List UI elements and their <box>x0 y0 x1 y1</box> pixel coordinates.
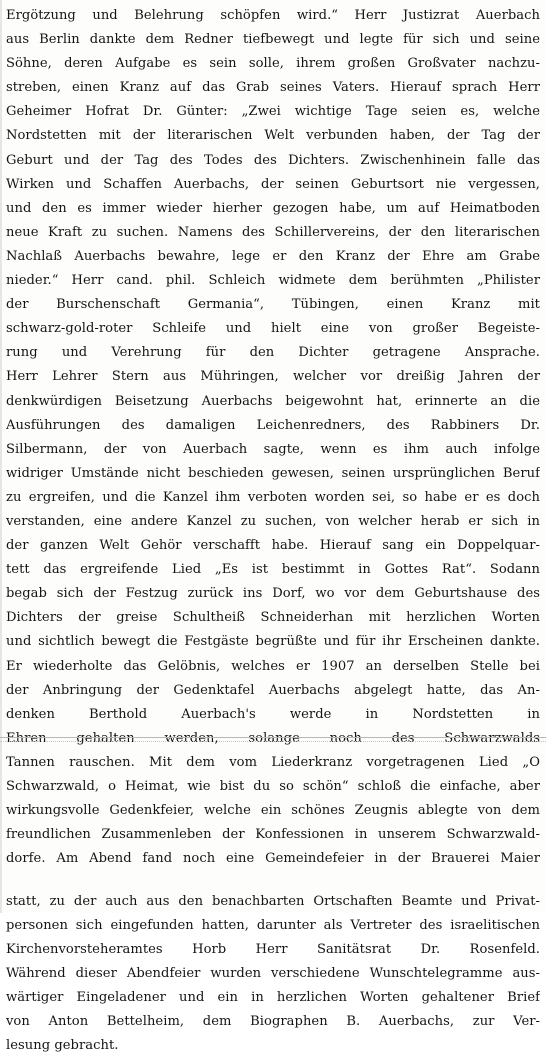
text-line: Wirken und Schaffen Auerbachs, der seinen Geburtsort nie vergessen, <box>6 176 540 192</box>
text-line: personen sich eingefunden hatten, darunter als Vertreter des israelitischen <box>6 918 540 934</box>
text-line: Dichters der greise Schultheiß Schneiderhan mit herzlichen Worten <box>6 610 540 626</box>
article-column <box>6 4 540 1058</box>
text-line: Tannen rauschen. Mit dem vom Liederkranz vorgetragenen Lied „O <box>6 754 540 770</box>
page-edge <box>0 0 2 913</box>
text-line: der ganzen Welt Gehör verschafft habe. Hierauf sang ein Doppelquar- <box>6 538 540 554</box>
text-line: rung und Verehrung für den Dichter getragene Ansprache. <box>6 345 540 361</box>
text-line: begab sich der Festzug zurück ins Dorf, wo vor dem Geburtshause des <box>6 586 540 602</box>
text-line: aus Berlin dankte dem Redner tiefbewegt und legte für sich und seine <box>6 32 540 48</box>
text-line: verstanden, eine andere Kanzel zu suchen, von welcher herab er sich in <box>6 513 540 529</box>
text-line: freundlichen Zusammenleben der Konfessionen in unserem Schwarzwald- <box>6 827 540 843</box>
text-line: dorfe. Am Abend fand noch eine Gemeindefeier in der Brauerei Maier <box>6 851 540 867</box>
text-line: Nordstetten mit der literarischen Welt verbunden haben, der Tag der <box>6 128 540 144</box>
text-line: und sichtlich bewegt die Festgäste begrüßte und für ihr Erscheinen dankte. <box>6 634 540 650</box>
text-line: wärtiger Eingeladener und ein in herzlichen Worten gehaltener Brief <box>6 990 540 1006</box>
text-line: Silbermann, der von Auerbach sagte, wenn es ihm auch infolge <box>6 441 540 457</box>
text-line: denken Berthold Auerbach's werde in Nordstetten in <box>6 706 540 722</box>
text-line: streben, einen Kranz auf das Grab seines Vaters. Hierauf sprach Herr <box>6 80 540 96</box>
text-line: schwarz-gold-roter Schleife und hielt eine von großer Begeiste- <box>6 321 540 337</box>
text-line: lesung gebracht. <box>6 1038 119 1054</box>
text-line: Ausführungen des damaligen Leichenredners, des Rabbiners Dr. <box>6 417 540 433</box>
text-line: Er wiederholte das Gelöbnis, welches er 1907 an derselben Stelle bei <box>6 658 540 674</box>
text-line: tett das ergreifende Lied „Es ist bestimmt in Gottes Rat“. Sodann <box>6 562 540 578</box>
text-line: wirkungsvolle Gedenkfeier, welche ein schönes Zeugnis ablegte von dem <box>6 803 540 819</box>
text-line: von Anton Bettelheim, dem Biographen B. Auerbachs, zur Ver- <box>6 1014 540 1030</box>
text-line: Während dieser Abendfeier wurden verschiedene Wunschtelegramme aus- <box>6 966 540 982</box>
text-line: Ergötzung und Belehrung schöpfen wird.“ Herr Justizrat Auerbach <box>6 8 540 23</box>
article-text-lower <box>6 890 540 1058</box>
text-line: und den es immer wieder hierher gezogen habe, um auf Heimatboden <box>6 200 540 216</box>
text-line: Ehren gehalten werden, solange noch des Schwarzwalds <box>6 730 540 746</box>
fold-divider <box>0 737 546 742</box>
text-line: der Burschenschaft Germania“, Tübingen, einen Kranz mit <box>6 297 540 313</box>
text-line: Geheimer Hofrat Dr. Günter: „Zwei wichtige Tage seien es, welche <box>6 104 540 120</box>
text-line: Schwarzwald, o Heimat, wie bist du so schön“ schloß die einfache, aber <box>6 779 540 794</box>
text-line: neue Kraft zu suchen. Namens des Schillervereins, der den literarischen <box>6 224 540 240</box>
text-line: Geburt und der Tag des Todes des Dichters. Zwischenhinein falle das <box>6 152 540 168</box>
text-line: Nachlaß Auerbachs bewahre, lege er den Kranz der Ehre am Grabe <box>6 248 540 264</box>
text-line: denkwürdigen Beisetzung Auerbachs beigewohnt hat, erinnerte an die <box>6 393 540 409</box>
text-line: der Anbringung der Gedenktafel Auerbachs abgelegt hatte, das An- <box>6 682 540 698</box>
text-line: zu ergreifen, und die Kanzel ihm verboten worden sei, so habe er es doch <box>6 489 540 505</box>
text-line: widriger Umstände nicht beschieden gewesen, seinen ursprünglichen Beruf <box>6 465 540 481</box>
text-line: Söhne, deren Aufgabe es sein solle, ihrem großen Großvater nachzu- <box>6 56 540 72</box>
text-line: Kirchenvorsteheramtes Horb Herr Sanitätsrat Dr. Rosenfeld. <box>6 942 540 958</box>
text-line: Herr Lehrer Stern aus Mühringen, welcher vor dreißig Jahren der <box>6 369 540 385</box>
text-line: nieder.“ Herr cand. phil. Schleich widmete dem berühmten „Philister <box>6 273 540 289</box>
text-line: statt, zu der auch aus den benachbarten Ortschaften Beamte und Privat- <box>6 894 540 910</box>
